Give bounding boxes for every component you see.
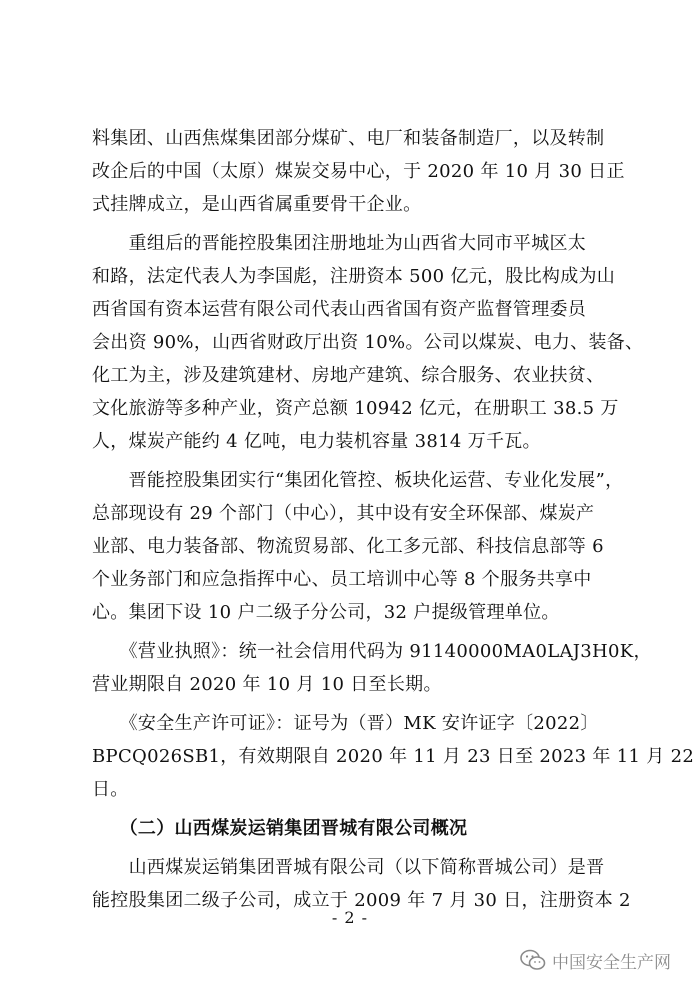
paragraph-safety-license [92, 707, 695, 806]
document-body [92, 122, 695, 917]
paragraph-1 [92, 122, 625, 221]
section-heading [92, 812, 610, 845]
text-line: 西省国有资本运营有限公司代表山西省国有资产监督管理委员 [92, 299, 587, 320]
text-line: 日。 [92, 779, 129, 800]
text-line: 个业务部门和应急指挥中心、员工培训中心等 8 个服务共享中 [92, 569, 592, 590]
text-line: 和路，法定代表人为李国彪，注册资本 500 亿元，股比构成为山 [92, 266, 616, 287]
wechat-icon [520, 948, 546, 972]
paragraph-business-license [92, 635, 652, 701]
text-line: 化工为主，涉及建筑建材、房地产建筑、综合服务、农业扶贫、 [92, 365, 605, 386]
text-line: 式挂牌成立，是山西省属重要骨干企业。 [92, 194, 422, 215]
text-line: 会出资 90%，山西省财政厅出资 10%。公司以煤炭、电力、装备、 [92, 332, 644, 353]
text-line: 改企后的中国（太原）煤炭交易中心，于 2020 年 10 月 30 日正 [92, 161, 625, 182]
text-line: 心。集团下设 10 户二级子分公司，32 户提级管理单位。 [92, 602, 560, 623]
text-line: 人，煤炭产能约 4 亿吨，电力装机容量 3814 万千瓦。 [92, 431, 541, 452]
paragraph-2 [92, 227, 644, 458]
text-line: 料集团、山西焦煤集团部分煤矿、电厂和装备制造厂，以及转制 [92, 128, 605, 149]
watermark-text: 中国安全生产网 [552, 952, 671, 973]
text-line: 《营业执照》：统一社会信用代码为 91140000MA0LAJ3H0K， [92, 641, 652, 662]
text-line: 业部、电力装备部、物流贸易部、化工多元部、科技信息部等 6 [92, 536, 604, 557]
page-number: - 2 - [331, 908, 369, 927]
text-line: 重组后的晋能控股集团注册地址为山西省大同市平城区太 [92, 233, 587, 254]
watermark [520, 945, 671, 975]
text-line: 总部现设有 29 个部门（中心），其中设有安全环保部、煤炭产 [92, 503, 595, 524]
text-line: 能控股集团二级子公司，成立于 2009 年 7 月 30 日，注册资本 2 [92, 890, 631, 911]
text-line: 《安全生产许可证》：证号为（晋）MK 安许证字〔2022〕 [92, 713, 599, 734]
text-line: 文化旅游等多种产业，资产总额 10942 亿元，在册职工 38.5 万 [92, 398, 619, 419]
text-line: 山西煤炭运销集团晋城有限公司（以下简称晋城公司）是晋 [92, 857, 605, 878]
heading-text: （二）山西煤炭运销集团晋城有限公司概况 [92, 818, 468, 839]
text-line: 晋能控股集团实行“集团化管控、板块化运营、专业化发展”， [92, 470, 624, 491]
paragraph-3 [92, 464, 624, 629]
text-line: 营业期限自 2020 年 10 月 10 日至长期。 [92, 674, 442, 695]
text-line: BPCQ026SB1，有效期限自 2020 年 11 月 23 日至 2023 年 11 月 22 [92, 746, 695, 767]
